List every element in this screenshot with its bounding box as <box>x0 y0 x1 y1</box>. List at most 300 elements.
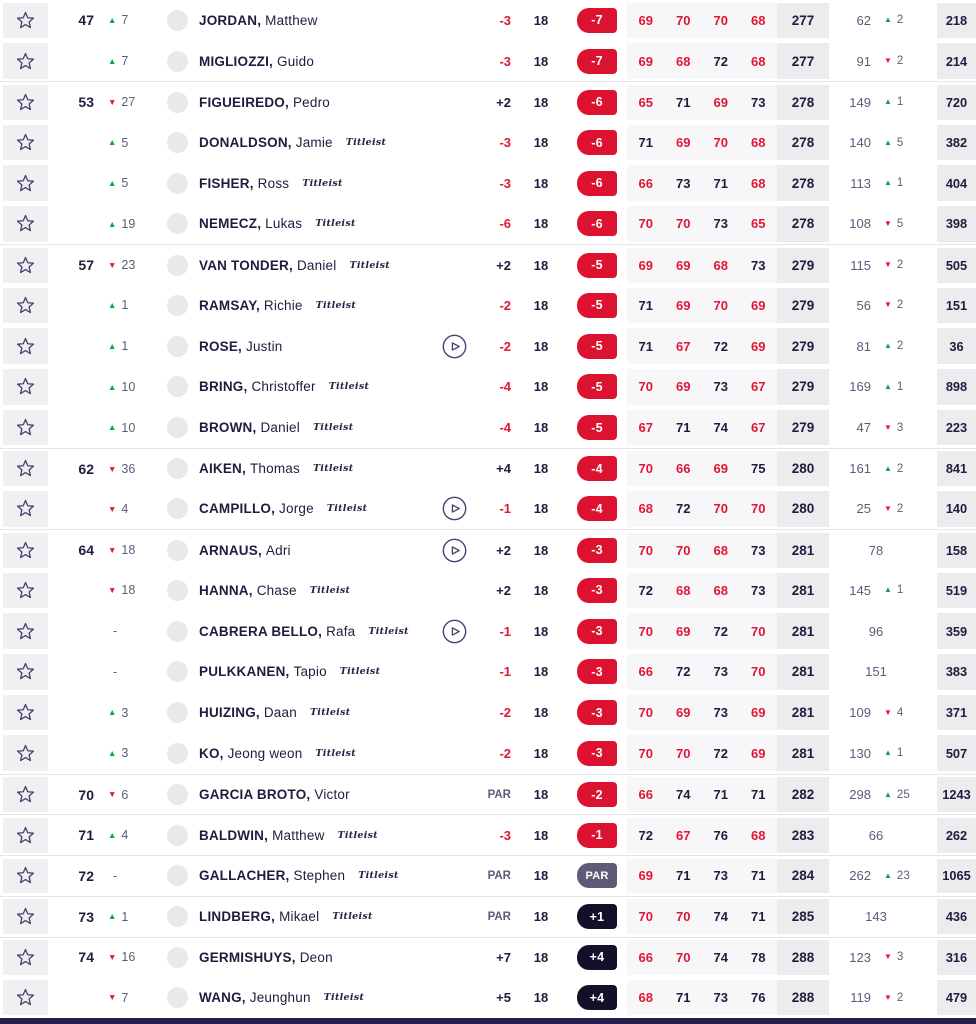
titleist-logo: Titleist <box>315 218 356 230</box>
round-scores <box>627 407 777 448</box>
position-number: 74 <box>78 949 94 966</box>
play-cell <box>430 815 478 855</box>
favorite-cell <box>0 0 48 41</box>
star-icon[interactable] <box>15 10 36 31</box>
player-name[interactable] <box>199 977 430 1018</box>
aggregate-total: 277 <box>791 53 815 69</box>
position-number: 62 <box>78 460 94 477</box>
ranking-arrow-icon: ▼ <box>884 952 892 962</box>
round-scores-background <box>627 125 777 161</box>
table-row <box>0 733 976 774</box>
play-cell <box>430 652 478 693</box>
aggregate-total: 279 <box>791 379 815 395</box>
ranking-arrow-icon: ▼ <box>884 503 892 513</box>
star-icon[interactable] <box>15 376 36 397</box>
titleist-logo: Titleist <box>358 870 399 882</box>
player-name[interactable] <box>199 449 430 489</box>
player-name[interactable] <box>199 692 430 733</box>
movement-arrow-icon: ▼ <box>108 463 117 474</box>
flag-cell <box>156 449 199 489</box>
round-scores-background <box>627 777 777 812</box>
movement-value: 36 <box>121 461 136 476</box>
flag-cell <box>156 856 199 896</box>
table-row <box>0 41 976 82</box>
position-number <box>48 977 94 1018</box>
round-scores-background <box>627 654 777 690</box>
favorite-cell <box>0 41 48 82</box>
points-background <box>937 248 976 283</box>
star-icon[interactable] <box>15 336 36 357</box>
ranking-movement <box>871 584 937 596</box>
ranking-cell <box>831 815 937 855</box>
star-icon[interactable] <box>15 784 36 805</box>
player-name[interactable] <box>199 285 430 326</box>
round-scores-background <box>627 818 777 853</box>
star-icon[interactable] <box>15 498 36 519</box>
aggregate-total: 281 <box>791 542 815 558</box>
favorite-cell <box>0 815 48 855</box>
player-first-name: Daan <box>263 705 297 721</box>
flag-cell <box>156 326 199 367</box>
total-badge-cell <box>568 775 627 815</box>
table-row <box>0 652 976 693</box>
play-cell <box>430 692 478 733</box>
round-1-score: 66 <box>638 175 653 191</box>
player-name[interactable] <box>199 82 430 122</box>
aggregate-total: 280 <box>791 501 815 517</box>
star-icon[interactable] <box>15 255 36 276</box>
star-icon[interactable] <box>15 702 36 723</box>
player-name[interactable] <box>199 326 430 367</box>
movement-arrow-icon: ▼ <box>108 97 117 108</box>
round-2-score: 70 <box>676 909 691 925</box>
round-1-score: 69 <box>638 12 653 28</box>
aggregate-total-background <box>777 695 829 731</box>
country-flag-placeholder <box>167 906 188 927</box>
round-1-score: 66 <box>638 787 653 803</box>
points-cell <box>937 285 976 326</box>
ranking-movement <box>871 259 937 271</box>
titleist-logo: Titleist <box>315 747 356 759</box>
favorite-cell-background <box>3 777 48 812</box>
round-1-score: 70 <box>638 379 653 395</box>
ranking-movement <box>871 299 937 311</box>
holes-thru: 18 <box>533 379 549 395</box>
star-icon[interactable] <box>15 661 36 682</box>
total-badge-cell <box>568 204 627 245</box>
position-number <box>48 204 94 245</box>
round-scores <box>627 449 777 489</box>
player-name[interactable] <box>199 489 430 530</box>
ranking-cell <box>831 856 937 896</box>
today-score: -3 <box>499 135 511 151</box>
points-background <box>937 165 976 201</box>
player-last-name: AIKEN, <box>199 461 246 477</box>
aggregate-total-background <box>777 85 829 120</box>
favorite-cell <box>0 285 48 326</box>
round-1-score: 68 <box>638 501 653 517</box>
player-name[interactable] <box>199 366 430 407</box>
movement-arrow-icon: ▼ <box>108 259 117 270</box>
ranking-number: 130 <box>849 745 871 761</box>
position-movement <box>94 530 156 570</box>
flag-cell <box>156 938 199 978</box>
today-score: -1 <box>499 501 511 517</box>
today-score: +7 <box>496 949 511 965</box>
ranking-cell <box>831 570 937 611</box>
player-name[interactable] <box>199 245 430 285</box>
holes-thru: 18 <box>533 868 549 884</box>
ranking-cell <box>831 41 937 82</box>
country-flag-placeholder <box>167 295 188 316</box>
round-4-score: 68 <box>751 175 766 191</box>
star-icon[interactable] <box>15 825 36 846</box>
player-name[interactable] <box>199 0 430 41</box>
player-first-name: Deon <box>299 949 333 965</box>
star-icon[interactable] <box>15 132 36 153</box>
round-1-score: 70 <box>638 623 653 639</box>
player-name[interactable] <box>199 41 430 82</box>
play-cell <box>430 530 478 570</box>
ranking-cell <box>831 407 937 448</box>
player-first-name: Chase <box>256 582 297 598</box>
ranking-movement <box>871 381 937 393</box>
country-flag-placeholder <box>167 376 188 397</box>
player-name[interactable] <box>199 733 430 774</box>
favorite-cell-background <box>3 328 48 364</box>
ranking-movement <box>871 96 937 108</box>
star-icon[interactable] <box>15 906 36 927</box>
ranking-cell <box>831 366 937 407</box>
ranking-cell <box>831 122 937 163</box>
aggregate-total-cell <box>777 122 829 163</box>
round-scores <box>627 530 777 570</box>
round-1-score: 72 <box>638 827 653 843</box>
play-circle-icon[interactable] <box>442 496 467 521</box>
play-cell <box>430 856 478 896</box>
points-value: 151 <box>945 297 968 313</box>
play-cell <box>430 245 478 285</box>
holes-thru: 18 <box>533 664 549 680</box>
flag-cell <box>156 285 199 326</box>
round-1-score: 68 <box>638 990 653 1006</box>
ranking-number: 298 <box>849 787 871 803</box>
round-3-score: 70 <box>713 297 728 313</box>
total-score-badge: -4 <box>577 496 617 521</box>
points-background <box>937 451 976 486</box>
position-number <box>48 611 94 652</box>
favorite-cell-background <box>3 940 48 975</box>
star-icon[interactable] <box>15 987 36 1008</box>
ranking-number: 113 <box>850 175 871 191</box>
round-scores <box>627 692 777 733</box>
aggregate-total: 278 <box>791 135 815 151</box>
round-3-score: 69 <box>713 461 728 477</box>
movement-value: - <box>113 624 118 639</box>
round-1-score: 70 <box>638 216 653 232</box>
player-name[interactable] <box>199 856 430 896</box>
player-name[interactable] <box>199 938 430 978</box>
aggregate-total-background <box>777 248 829 283</box>
table-row <box>0 163 976 204</box>
ranking-movement-value: 5 <box>896 136 904 149</box>
total-score-badge: -6 <box>577 211 617 236</box>
star-icon[interactable] <box>15 51 36 72</box>
ranking-movement-value: 1 <box>896 380 904 393</box>
round-1-score: 71 <box>638 338 653 354</box>
today-score: +2 <box>496 257 511 273</box>
movement-arrow-icon: ▲ <box>108 177 117 188</box>
points-cell <box>937 326 976 367</box>
ranking-number: 123 <box>849 949 871 965</box>
favorite-cell <box>0 449 48 489</box>
player-name[interactable] <box>199 204 430 245</box>
play-cell <box>430 733 478 774</box>
round-scores <box>627 0 777 41</box>
star-icon[interactable] <box>15 92 36 113</box>
points-cell <box>937 122 976 163</box>
player-name[interactable] <box>199 611 430 652</box>
points-cell <box>937 366 976 407</box>
position-movement <box>94 815 156 855</box>
points-cell <box>937 489 976 530</box>
favorite-cell-background <box>3 533 48 568</box>
ranking-arrow-icon: ▼ <box>884 218 892 228</box>
star-icon[interactable] <box>15 173 36 194</box>
round-4-score: 65 <box>751 216 766 232</box>
today-score: -2 <box>499 338 511 354</box>
star-icon[interactable] <box>15 295 36 316</box>
ranking-arrow-icon: ▼ <box>884 260 892 270</box>
total-score-badge: -3 <box>577 619 617 644</box>
ranking-number: 262 <box>849 868 871 884</box>
position-movement <box>94 692 156 733</box>
player-name[interactable] <box>199 897 430 937</box>
aggregate-total-background <box>777 491 829 527</box>
round-2-score: 71 <box>676 990 691 1006</box>
country-flag-placeholder <box>167 702 188 723</box>
points-value: 898 <box>945 379 968 395</box>
star-icon[interactable] <box>15 947 36 968</box>
round-4-score: 75 <box>751 461 766 477</box>
round-scores <box>627 245 777 285</box>
round-1-score: 66 <box>638 664 653 680</box>
favorite-cell <box>0 652 48 693</box>
round-2-score: 69 <box>676 135 691 151</box>
player-name[interactable] <box>199 652 430 693</box>
position-movement <box>94 41 156 82</box>
star-icon[interactable] <box>15 743 36 764</box>
star-icon[interactable] <box>15 417 36 438</box>
play-circle-icon[interactable] <box>442 334 467 359</box>
total-score-badge: -1 <box>577 823 617 848</box>
player-last-name: CABRERA BELLO, <box>199 623 323 639</box>
aggregate-total-background <box>777 818 829 853</box>
position-movement <box>94 285 156 326</box>
round-scores <box>627 204 777 245</box>
total-score-badge: -5 <box>577 253 617 278</box>
round-1-score: 66 <box>638 949 653 965</box>
points-value: 36 <box>949 338 964 354</box>
ranking-movement <box>871 951 937 963</box>
flag-cell <box>156 530 199 570</box>
movement-arrow-icon: ▼ <box>108 544 117 555</box>
movement-arrow-icon: ▲ <box>108 300 117 311</box>
points-value: 382 <box>945 135 968 151</box>
aggregate-total-cell <box>777 530 829 570</box>
titleist-logo: Titleist <box>315 299 357 311</box>
aggregate-total-cell <box>777 652 829 693</box>
player-name[interactable] <box>199 122 430 163</box>
player-name[interactable] <box>199 815 430 855</box>
round-3-score: 70 <box>713 12 728 28</box>
ranking-cell <box>831 733 937 774</box>
points-value: 223 <box>945 420 968 436</box>
aggregate-total: 279 <box>791 257 815 273</box>
favorite-cell-background <box>3 451 48 486</box>
today-score: PAR <box>487 869 511 882</box>
country-flag-placeholder <box>167 865 188 886</box>
round-scores <box>627 122 777 163</box>
round-4-score: 70 <box>751 501 766 517</box>
player-first-name: Lukas <box>265 216 303 232</box>
position-number: 47 <box>78 12 94 29</box>
points-cell <box>937 204 976 245</box>
total-score-badge: -2 <box>577 782 617 807</box>
ranking-movement <box>871 707 937 719</box>
ranking-arrow-icon: ▲ <box>884 748 892 758</box>
round-4-score: 73 <box>751 94 766 110</box>
favorite-cell <box>0 204 48 245</box>
aggregate-total: 281 <box>791 705 815 721</box>
position-movement <box>94 977 156 1018</box>
player-name[interactable] <box>199 775 430 815</box>
round-2-score: 67 <box>676 827 691 843</box>
favorite-cell-background <box>3 613 48 649</box>
aggregate-total-background <box>777 735 829 771</box>
aggregate-total-background <box>777 573 829 609</box>
position-number <box>48 652 94 693</box>
round-4-score: 68 <box>751 12 766 28</box>
table-row <box>0 814 976 855</box>
country-flag-placeholder <box>167 825 188 846</box>
total-badge-cell <box>568 163 627 204</box>
aggregate-total-cell <box>777 938 829 978</box>
aggregate-total-cell <box>777 489 829 530</box>
star-icon[interactable] <box>15 621 36 642</box>
ranking-number-centered: 78 <box>868 542 884 558</box>
ranking-cell <box>831 326 937 367</box>
today-score: -3 <box>499 12 511 28</box>
round-scores <box>627 815 777 855</box>
ranking-movement <box>871 992 937 1004</box>
star-icon[interactable] <box>15 458 36 479</box>
points-background <box>937 654 976 690</box>
country-flag-placeholder <box>167 458 188 479</box>
points-background <box>937 369 976 405</box>
points-value: 507 <box>945 745 968 761</box>
country-flag-placeholder <box>167 255 188 276</box>
player-first-name: Jeong weon <box>227 745 303 761</box>
total-badge-cell <box>568 41 627 82</box>
bottom-bar <box>0 1018 976 1024</box>
points-background <box>937 613 976 649</box>
ranking-cell <box>831 530 937 570</box>
player-last-name: BALDWIN, <box>199 827 269 843</box>
round-2-score: 72 <box>676 664 691 680</box>
ranking-number: 91 <box>856 53 871 69</box>
movement-value: 5 <box>121 176 129 191</box>
round-2-score: 68 <box>676 582 691 598</box>
ranking-cell <box>831 0 937 41</box>
round-3-score: 74 <box>713 420 728 436</box>
round-1-score: 71 <box>638 135 653 151</box>
player-name[interactable] <box>199 530 430 570</box>
aggregate-total-background <box>777 654 829 690</box>
player-first-name: Richie <box>263 297 303 313</box>
star-icon[interactable] <box>15 580 36 601</box>
aggregate-total-cell <box>777 0 829 41</box>
play-circle-icon[interactable] <box>442 619 467 644</box>
flag-cell <box>156 245 199 285</box>
flag-cell <box>156 489 199 530</box>
position-number <box>48 41 94 82</box>
table-row <box>0 122 976 163</box>
star-icon[interactable] <box>15 865 36 886</box>
star-icon[interactable] <box>15 213 36 234</box>
holes-thru: 18 <box>533 787 549 803</box>
movement-arrow-icon: ▲ <box>108 422 117 433</box>
points-background <box>937 85 976 120</box>
favorite-cell <box>0 163 48 204</box>
player-name[interactable] <box>199 570 430 611</box>
position-number <box>48 733 94 774</box>
total-badge-cell <box>568 897 627 937</box>
flag-cell <box>156 122 199 163</box>
play-circle-icon[interactable] <box>442 538 467 563</box>
play-cell <box>430 41 478 82</box>
position-movement <box>94 733 156 774</box>
player-name[interactable] <box>199 163 430 204</box>
round-3-score: 73 <box>713 868 728 884</box>
position-movement <box>94 366 156 407</box>
movement-value: 10 <box>121 420 136 435</box>
table-row <box>0 570 976 611</box>
round-3-score: 73 <box>713 990 728 1006</box>
points-background <box>937 410 976 446</box>
points-background <box>937 899 976 934</box>
player-last-name: BRING, <box>199 379 248 395</box>
ranking-cell <box>831 897 937 937</box>
position-movement <box>94 449 156 489</box>
movement-value: - <box>113 868 118 883</box>
points-cell <box>937 692 976 733</box>
player-name[interactable] <box>199 407 430 448</box>
movement-arrow-icon: ▲ <box>108 15 117 26</box>
favorite-cell <box>0 692 48 733</box>
star-icon[interactable] <box>15 540 36 561</box>
total-score-badge: -5 <box>577 334 617 359</box>
holes-thru: 18 <box>533 420 549 436</box>
position-number <box>48 163 94 204</box>
aggregate-total-background <box>777 980 829 1016</box>
movement-value: 7 <box>121 54 129 69</box>
position-number <box>48 366 94 407</box>
flag-cell <box>156 733 199 774</box>
points-cell <box>937 611 976 652</box>
total-score-badge: -6 <box>577 130 617 155</box>
today-score: +5 <box>496 990 511 1006</box>
